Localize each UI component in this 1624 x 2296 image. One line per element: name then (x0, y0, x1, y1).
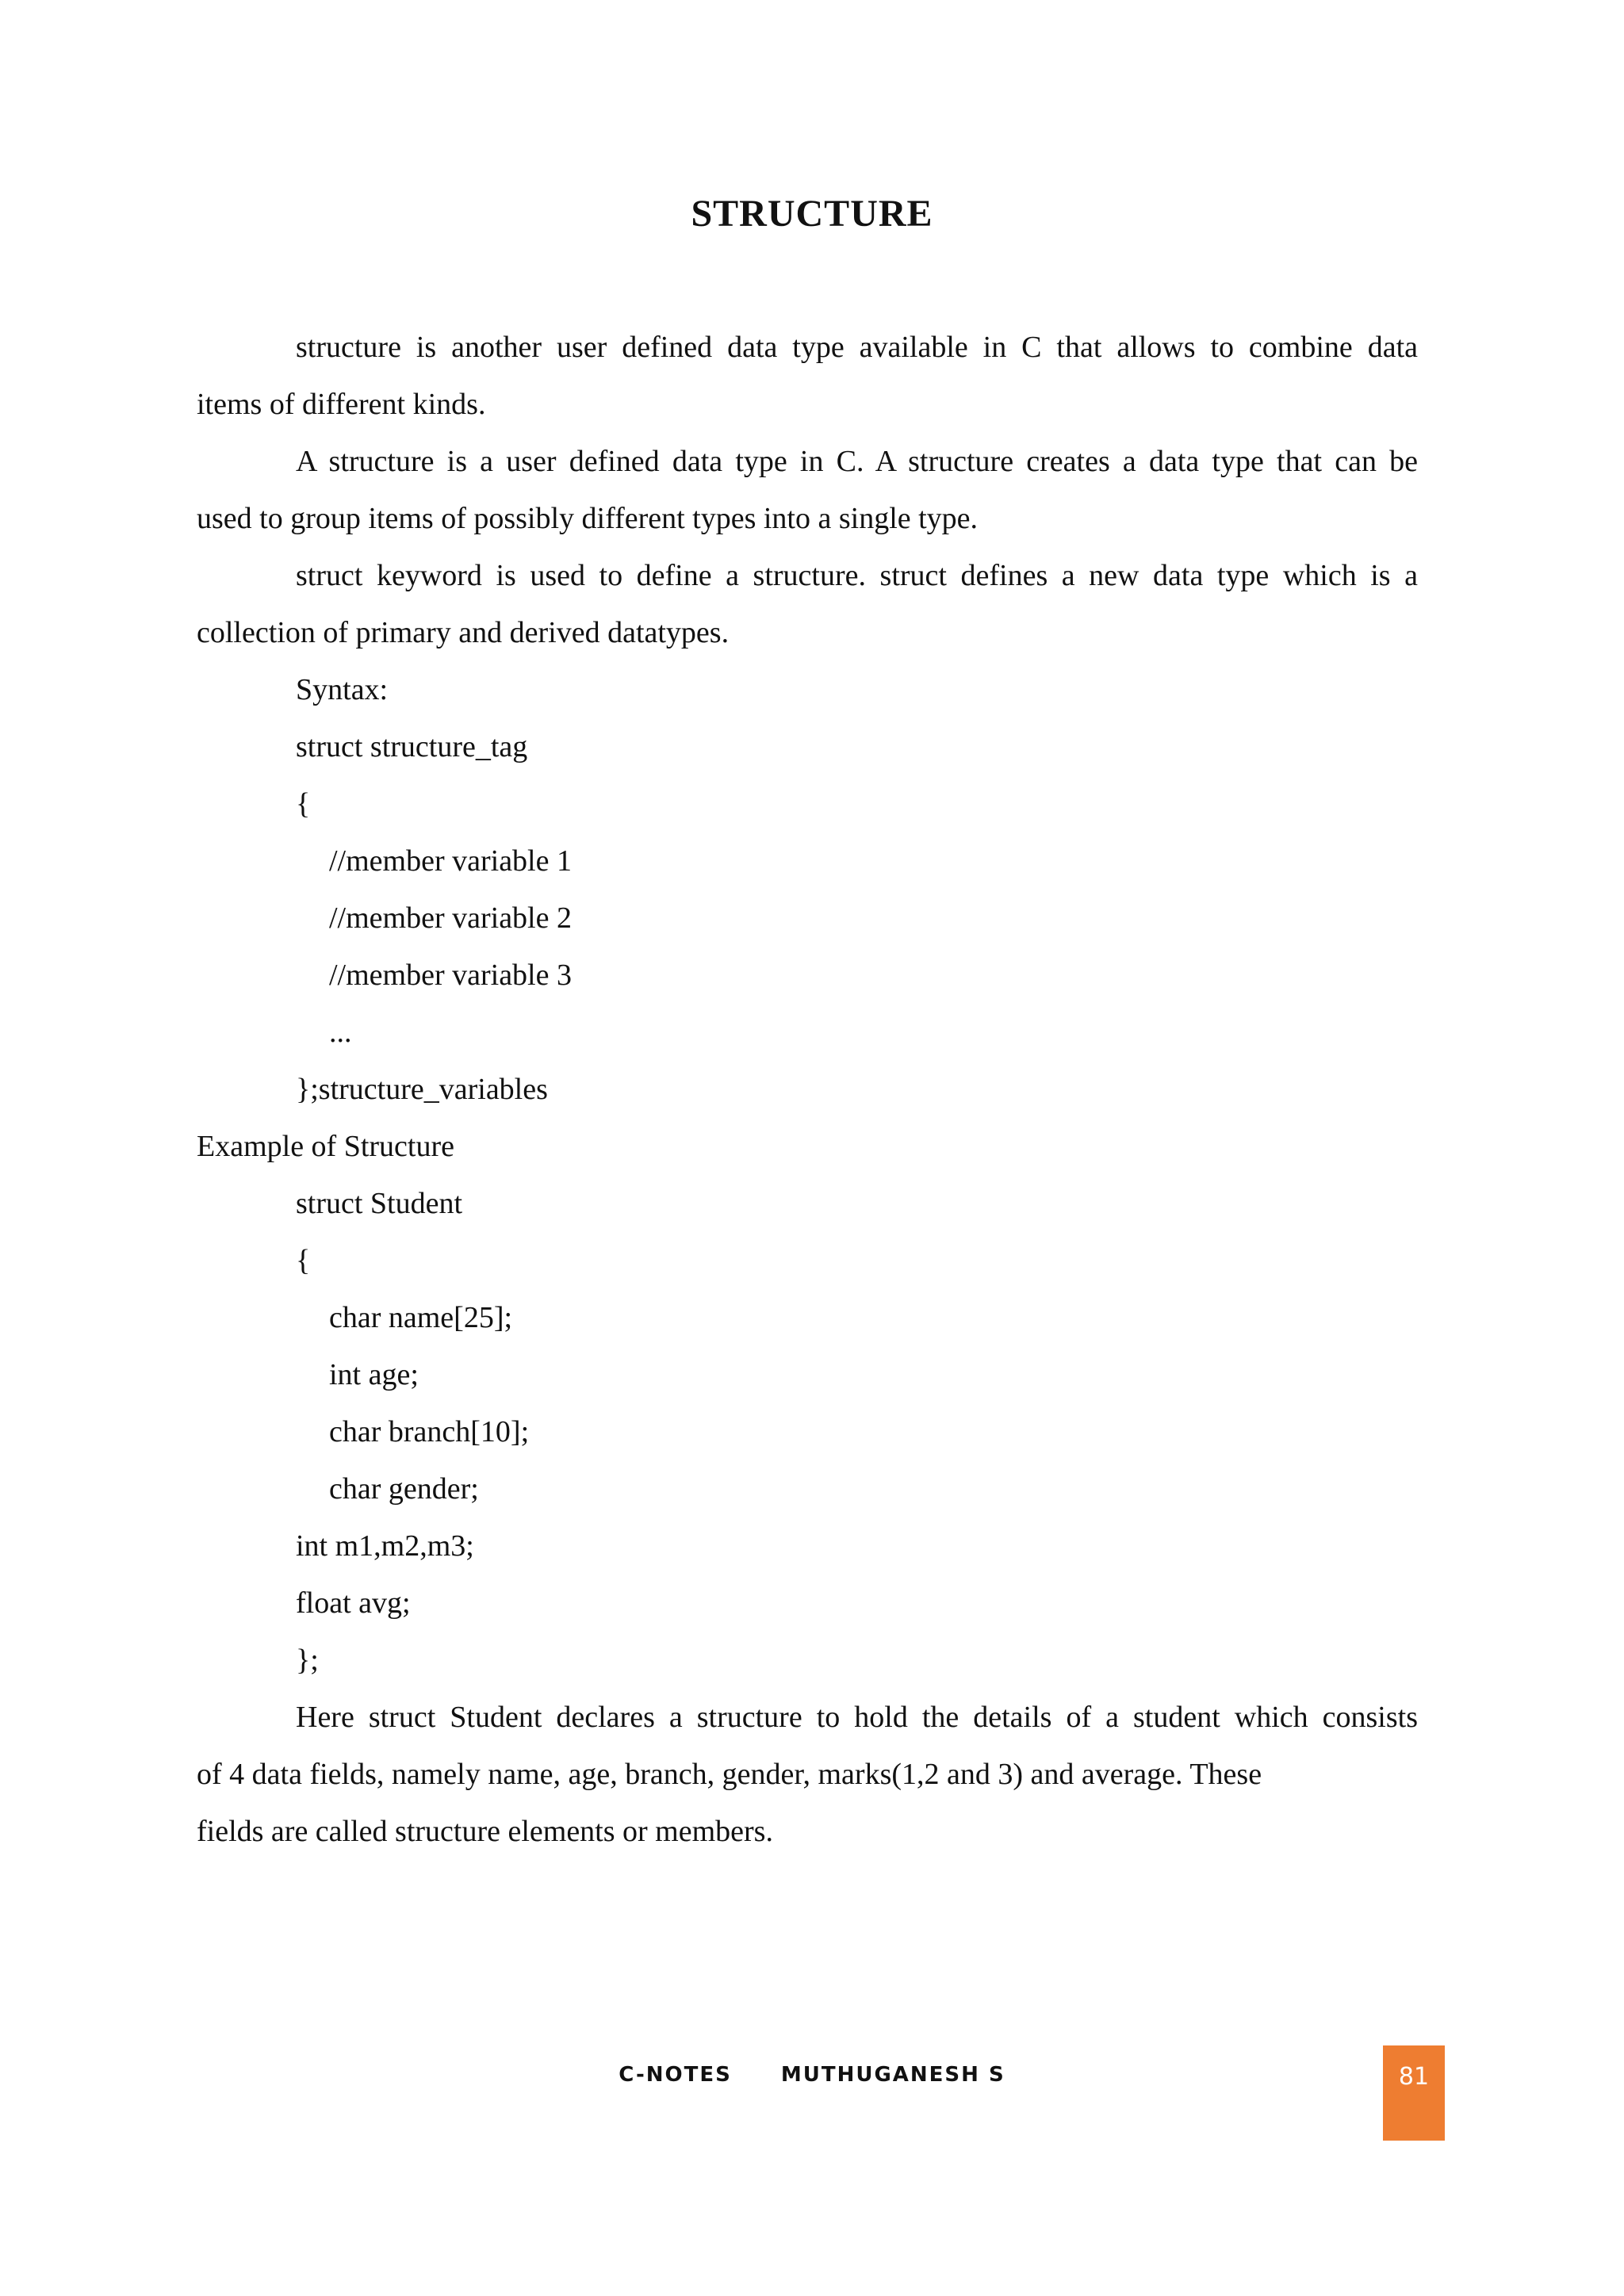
paragraph-line: collection of primary and derived datatypes. (197, 616, 730, 649)
paragraph-line: of 4 data fields, namely name, age, branch, gender, marks(1,2 and 3) and average. These (197, 1758, 1262, 1791)
code-line: { (296, 787, 311, 821)
code-line: struct structure_tag (296, 730, 528, 763)
syntax-heading: Syntax: (296, 673, 389, 706)
code-line: struct Student (296, 1187, 463, 1220)
page-title: STRUCTURE (691, 193, 933, 235)
footer-title: C-NOTES (619, 2063, 732, 2087)
paragraph-line: fields are called structure elements or members. (197, 1815, 773, 1848)
paragraph-line: items of different kinds. (197, 388, 486, 421)
code-line: float avg; (296, 1586, 411, 1620)
paragraph-line: used to group items of possibly different types into a single type. (197, 502, 979, 535)
code-line: //member variable 1 (329, 844, 572, 878)
paragraph-line: Here struct Student declares a structure to hold the details of a student which consists (296, 1701, 1418, 1734)
page-footer (0, 2063, 1624, 2087)
code-line: { (296, 1244, 311, 1277)
paragraph-line: A structure is a user defined data type in C. A structure creates a data type that can be (296, 445, 1418, 478)
paragraph-line: structure is another user defined data type available in C that allows to combine data (296, 331, 1418, 364)
code-line: //member variable 3 (329, 959, 572, 992)
document-body (197, 323, 1418, 1865)
code-line: char name[25]; (329, 1301, 513, 1334)
example-heading: Example of Structure (197, 1130, 455, 1163)
page-number: 81 (1398, 2063, 1430, 2091)
code-line: //member variable 2 (329, 901, 572, 935)
footer-author: MUTHUGANESH S (780, 2063, 1005, 2087)
code-line: int age; (329, 1358, 419, 1391)
code-line: }; (296, 1644, 319, 1677)
code-line: char branch[10]; (329, 1415, 530, 1448)
paragraph-line: struct keyword is used to define a structure. struct defines a new data type which is a (296, 559, 1418, 592)
page-number-badge (1383, 2045, 1445, 2141)
code-line: int m1,m2,m3; (296, 1529, 474, 1563)
code-line: char gender; (329, 1472, 479, 1506)
code-line: };structure_variables (296, 1073, 548, 1106)
code-line: ... (329, 1016, 352, 1049)
